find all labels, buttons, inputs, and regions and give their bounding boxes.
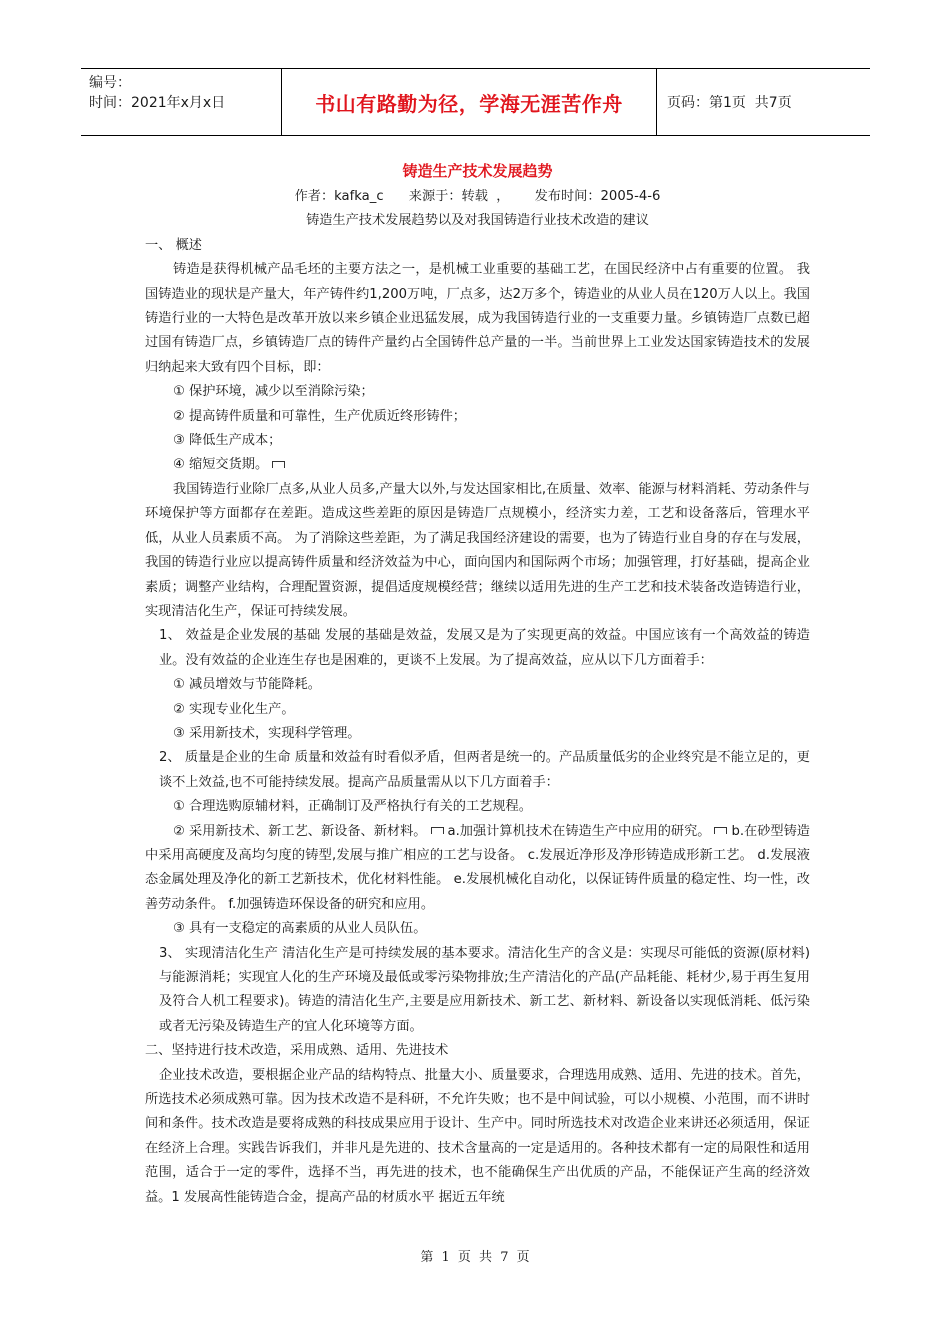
point-3: 3、 实现清洁化生产 清洁化生产是可持续发展的基本要求。清洁化生产的含义是：实现尽可能低的资源(原材料)与能源消耗；实现宜人化的生产环境及最低或零污染物排放;生产清洁化的产品(产品耗能、耗材少,易于再生复用及符合人机工程要求)。铸造的清洁化生产,主要是应用新技术、新工艺、新材料、新设备以实现低消耗、低污染或者无污染及铸造生产的宜人化环境等方面。 <box>159 945 810 1034</box>
point-2-item-b-lead: ② 采用新技术、新工艺、新设备、新材料。 <box>173 823 427 839</box>
bracket-mark-icon <box>714 827 727 834</box>
header-page-cell <box>657 69 870 135</box>
point-2-item-b <box>145 820 810 918</box>
point-1-item-b: ② 实现专业化生产。 <box>173 701 295 717</box>
header-info-cell <box>81 69 282 135</box>
point-1-item-a: ① 减员增效与节能降耗。 <box>173 677 321 693</box>
article-title: 铸造生产技术发展趋势 <box>402 162 553 180</box>
goal-item-2: ② 提高铸件质量和可靠性，生产优质近终形铸件； <box>173 408 466 424</box>
page-footer: 第 1 页 共 7 页 <box>420 1250 530 1265</box>
header-page-info: 页码：第1页 共7页 <box>667 95 792 111</box>
point-1-item-c: ③ 采用新技术，实现科学管理。 <box>173 725 361 741</box>
paragraph-2: 我国铸造行业除厂点多,从业人员多,产量大以外,与发达国家相比,在质量、效率、能源与材料消耗、劳动条件与环境保护等方面都存在差距。造成这些差距的原因是铸造厂点规模小，经济实力差，工艺和设备落后，管理水平低，从业人员素质不高。 为了消除这些差距，为了满足我国经济建设的需要，也为了铸造行业自身的存在与发展，我国的铸造行业应以提高铸件质量和经济效益为中心，面向国内和国际两个市场；加强管理，打好基础，提高企业素质；调整产业结构，合理配置资源，提倡适度规模经营；继续以适用先进的生产工艺和技术装备改造铸造行业，实现清洁化生产，保证可持续发展。 <box>145 481 810 619</box>
paragraph-3: 企业技术改造，要根据企业产品的结构特点、批量大小、质量要求，合理选用成熟、适用、先进的技术。首先，所选技术必须成熟可靠。因为技术改造不是科研，不允许失败；也不是中间试验，可以小规模、小范围，而不讲时间和条件。技术改造是要将成熟的科技成果应用于设计、生产中。同时所选技术对改造企业来讲还必须适用，保证在经济上合理。实践告诉我们，并非凡是先进的、技术含量高的一定是适用的。各种技术都有一定的局限性和适用范围，适合于一定的零件，选择不当，再先进的技术，也不能确保生产出优质的产品，不能保证产生高的经济效益。1 发展高性能铸造合金，提高产品的材质水平 据近五年统 <box>145 1067 810 1205</box>
bracket-mark-icon <box>431 827 444 834</box>
header-motto: 书山有路勤为径，学海无涯苦作舟 <box>282 69 657 135</box>
article-subtitle: 铸造生产技术发展趋势以及对我国铸造行业技术改造的建议 <box>306 213 649 229</box>
section-heading-2: 二、坚持进行技术改造，采用成熟、适用、先进技术 <box>145 1043 449 1059</box>
section-heading-1: 一、 概述 <box>145 237 202 253</box>
point-2-item-a: ① 合理选购原辅材料，正确制订及严格执行有关的工艺规程。 <box>173 799 532 815</box>
goal-item-4 <box>145 453 810 477</box>
article-body <box>145 158 810 1210</box>
code-label: 编号： <box>89 75 131 91</box>
point-2-item-b-a: a.加强计算机技术在铸造生产中应用的研究。 <box>447 823 711 839</box>
goal-item-1: ① 保护环境，减少以至消除污染； <box>173 384 374 400</box>
time-label: 时间：2021年x月x日 <box>89 95 226 111</box>
article-meta: 作者：kafka_c 来源于：转载 ， 发布时间：2005-4-6 <box>294 189 661 204</box>
document-header <box>81 68 870 136</box>
paragraph-1: 铸造是获得机械产品毛坯的主要方法之一，是机械工业重要的基础工艺，在国民经济中占有重要的位置。 我国铸造业的现状是产量大，年产铸件约1,200万吨，厂点多，达2万多个，铸造业的从业人员在120万人以上。我国铸造行业的一大特色是改革开放以来乡镇企业迅猛发展，成为我国铸造行业的一支重要力量。乡镇铸造厂点数已超过国有铸造厂点，乡镇铸造厂点的铸件产量约占全国铸件总产量的一半。当前世界上工业发达国家铸造技术的发展归纳起来大致有四个目标，即： <box>145 262 810 375</box>
point-2-item-b-rest: b.在砂型铸造中采用高硬度及高均匀度的铸型,发展与推广相应的工艺与设备。 c.发展近净形及净形铸造成形新工艺。 d.发展液态金属处理及净化的新工艺新技术，优化材料性能。 e.发展机械化自动化，以保证铸件质量的稳定性、均一性，改善劳动条件。 f.加强铸造环保设备的研究和应用。 <box>145 823 810 912</box>
point-2: 2、 质量是企业的生命 质量和效益有时看似矛盾，但两者是统一的。产品质量低劣的企业终究是不能立足的，更谈不上效益,也不可能持续发展。提高产品质量需从以下几方面着手： <box>159 750 810 790</box>
point-2-item-c: ③ 具有一支稳定的高素质的从业人员队伍。 <box>173 921 427 937</box>
goal-item-3: ③ 降低生产成本； <box>173 433 282 449</box>
bracket-mark-icon <box>272 461 285 468</box>
goal-item-4-text: ④ 缩短交货期。 <box>173 457 269 473</box>
point-1: 1、 效益是企业发展的基础 发展的基础是效益，发展又是为了实现更高的效益。中国应该有一个高效益的铸造业。没有效益的企业连生存也是困难的，更谈不上发展。为了提高效益，应从以下几方面着手： <box>159 628 810 668</box>
